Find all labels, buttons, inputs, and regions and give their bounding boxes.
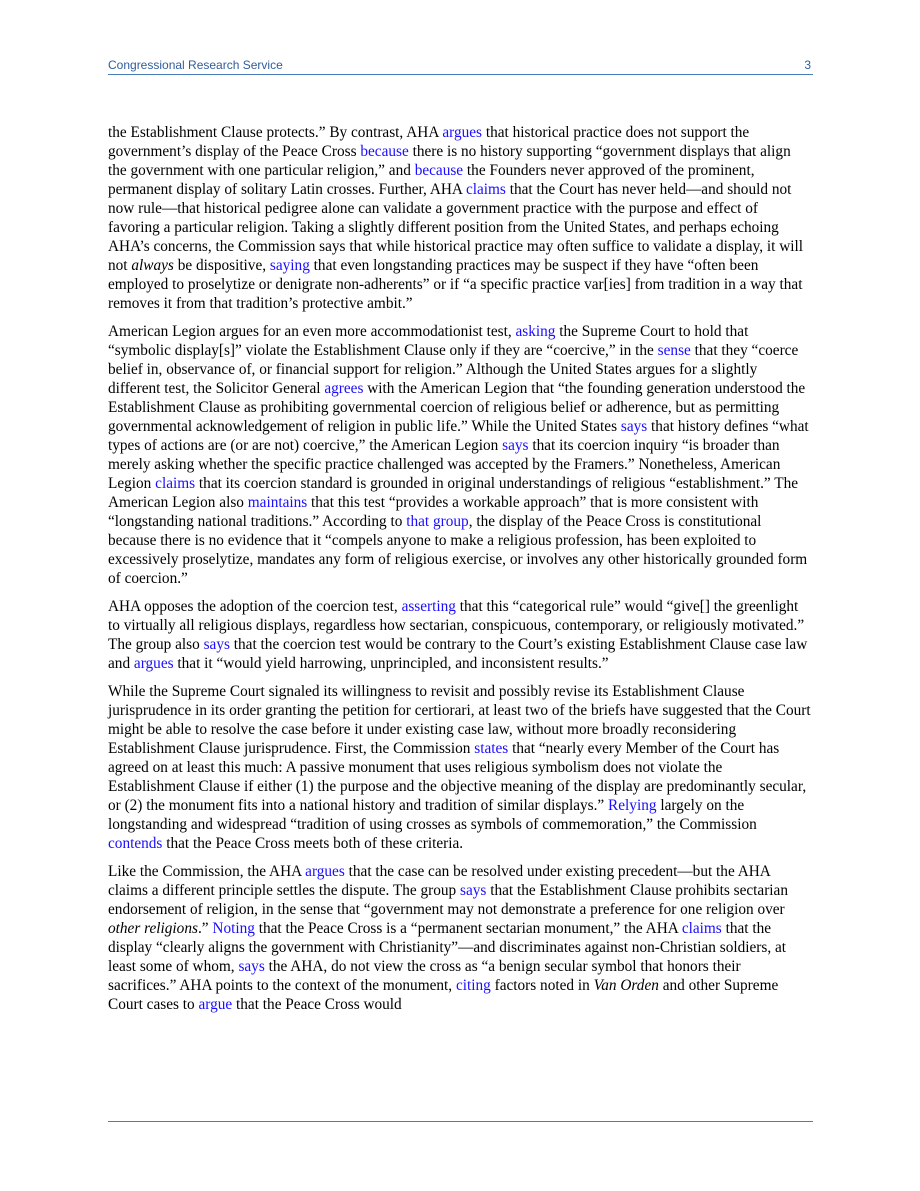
text-run: that the Peace Cross would [232, 996, 402, 1013]
text-run: .” [197, 920, 213, 937]
text-run: AHA opposes the adoption of the coercion test, [108, 598, 402, 615]
text-run: that the case can be resolved under existing precedent—but the AHA claims a different principle settles the dispute. The group [108, 863, 771, 899]
text-run: with the American Legion that “the founding generation understood the Establishment Clause as prohibiting governmental coercion of religious belief or adherence, but as permitting governmental acknowledgement of religion in public life.” While the United States [108, 380, 806, 435]
inline-link[interactable]: Noting [212, 920, 255, 937]
inline-link[interactable]: Relying [608, 797, 657, 814]
footer-rule [108, 1121, 813, 1122]
text-run: that historical practice does not support the government’s display of the Peace Cross [108, 124, 750, 160]
text-run: the Supreme Court to hold that “symbolic display[s]” violate the Establishment Clause only if they are “coercive,” in the [108, 323, 749, 359]
inline-link[interactable]: says [460, 882, 487, 899]
italic-text: other religions [108, 920, 198, 937]
inline-link[interactable]: says [620, 418, 648, 435]
text-run: that the Court has never held—and should not now rule—that historical pedigree alone can validate a government practice with the purpose and effect of favoring a particular religion. Taking a slightly different position from the United States, and perhaps echoing AHA’s concerns, the Commission says that while historical practice may often suffice to validate a display, it will not [108, 181, 803, 274]
text-run: the Founders never approved of the prominent, permanent display of solitary Latin crosses. Further, AHA [108, 162, 755, 198]
text-run: that the Peace Cross meets both of these criteria. [162, 835, 464, 852]
text-run: that even longstanding practices may be suspect if they have “often been employed to proselytize or denigrate non-adherents” or if “a specific practice var[ies] from tradition in a way that removes it from that tradition’s protective ambit.” [108, 257, 803, 312]
text-run: that this “categorical rule” would “give[] the greenlight to virtually all religious displays, regardless how sectarian, conspicuous, contemporary, or religiously motivated.” The group also [108, 598, 805, 653]
paragraph-4 [108, 682, 812, 853]
inline-link[interactable]: claims [681, 920, 722, 937]
text-run: there is no history supporting “government displays that align the government with one particular religion,” and [108, 143, 791, 179]
text-run: and other Supreme Court cases to [108, 977, 779, 1013]
inline-link[interactable]: says [203, 636, 230, 653]
text-run: that the Establishment Clause prohibits sectarian endorsement of religion, in the sense that “government may not demonstrate a preference for one religion over [108, 882, 788, 918]
inline-link[interactable]: argues [133, 655, 174, 672]
inline-link[interactable]: because [414, 162, 464, 179]
inline-link[interactable]: because [360, 143, 409, 160]
paragraph-2 [108, 322, 812, 588]
inline-link[interactable]: asking [515, 323, 556, 340]
text-run: Like the Commission, the AHA [108, 863, 306, 880]
inline-link[interactable]: that group [406, 513, 469, 530]
inline-link[interactable]: agrees [324, 380, 364, 397]
text-run: that its coercion standard is grounded in original understandings of religious “establishment.” The American Legion also [108, 475, 799, 511]
text-run: be dispositive, [173, 257, 270, 274]
text-run: , the display of the Peace Cross is constitutional because there is no evidence that it “compels anyone to make a religious profession, has been exploited to excessively proselytize, mandates any form of religious exercise, or involves any other historically grounded form of coercion.” [108, 513, 808, 587]
text-run: that the Peace Cross is a “permanent sectarian monument,” the AHA [254, 920, 682, 937]
inline-link[interactable]: saying [269, 257, 310, 274]
paragraph-3 [108, 597, 812, 673]
italic-text: always [131, 257, 174, 274]
inline-link[interactable]: argues [442, 124, 483, 141]
text-run: the Establishment Clause protects.” By contrast, AHA [108, 124, 443, 141]
page-header [108, 56, 813, 75]
inline-link[interactable]: argues [305, 863, 345, 880]
inline-link[interactable]: asserting [401, 598, 456, 615]
header-organization: Congressional Research Service [108, 58, 283, 72]
inline-link[interactable]: argue [198, 996, 233, 1013]
inline-link[interactable]: sense [657, 342, 691, 359]
paragraph-5 [108, 862, 812, 1014]
text-run: that the coercion test would be contrary to the Court’s existing Establishment Clause case law and [108, 636, 808, 672]
italic-text: Van Orden [593, 977, 659, 994]
inline-link[interactable]: states [474, 740, 509, 757]
text-run: factors noted in [490, 977, 594, 994]
inline-link[interactable]: citing [455, 977, 491, 994]
inline-link[interactable]: contends [108, 835, 163, 852]
text-run: American Legion argues for an even more accommodationist test, [108, 323, 516, 340]
text-run: largely on the longstanding and widespread “tradition of using crosses as symbols of commemoration,” the Commission [108, 797, 757, 833]
inline-link[interactable]: says [238, 958, 265, 975]
text-run: that “nearly every Member of the Court has agreed on at least this much: A passive monument that uses religious symbolism does not violate the Establishment Clause if either (1) the purpose and the objective meaning of the display are predominantly secular, or (2) the monument fits into a national history and tradition of similar displays.” [108, 740, 807, 814]
text-run: While the Supreme Court signaled its willingness to revisit and possibly revise its Establishment Clause jurisprudence in its order granting the petition for certiorari, at least two of the briefs have suggested that the Court might be able to resolve the case before it under existing case law, without more broadly reconsidering Establishment Clause jurisprudence. First, the Commission [108, 683, 811, 757]
page-number: 3 [804, 58, 811, 72]
text-run: that its coercion inquiry “is broader than merely asking whether the specific practice challenged was accepted by the Framers.” Nonetheless, American Legion [108, 437, 781, 492]
inline-link[interactable]: maintains [247, 494, 308, 511]
text-run: the AHA, do not view the cross as “a benign secular symbol that honors their sacrifices.” AHA points to the context of the monument, [108, 958, 741, 994]
inline-link[interactable]: claims [155, 475, 196, 492]
inline-link[interactable]: says [502, 437, 529, 454]
text-run: that they “coerce belief in, observance of, or financial support for religion.” Although the United States argues for a slightly different test, the Solicitor General [108, 342, 799, 397]
text-run: that the display “clearly aligns the government with Christianity”—and discriminates against non-Christian soldiers, at least some of whom, [108, 920, 787, 975]
text-run: that history defines “what types of actions are (or are not) coercive,” the American Legion [108, 418, 809, 454]
inline-link[interactable]: claims [465, 181, 506, 198]
paragraph-1 [108, 123, 812, 313]
text-run: that this test “provides a workable approach” that is more consistent with “longstanding national traditions.” According to [108, 494, 759, 530]
body-text [108, 123, 812, 1023]
text-run: that it “would yield harrowing, unprincipled, and inconsistent results.” [173, 655, 609, 672]
